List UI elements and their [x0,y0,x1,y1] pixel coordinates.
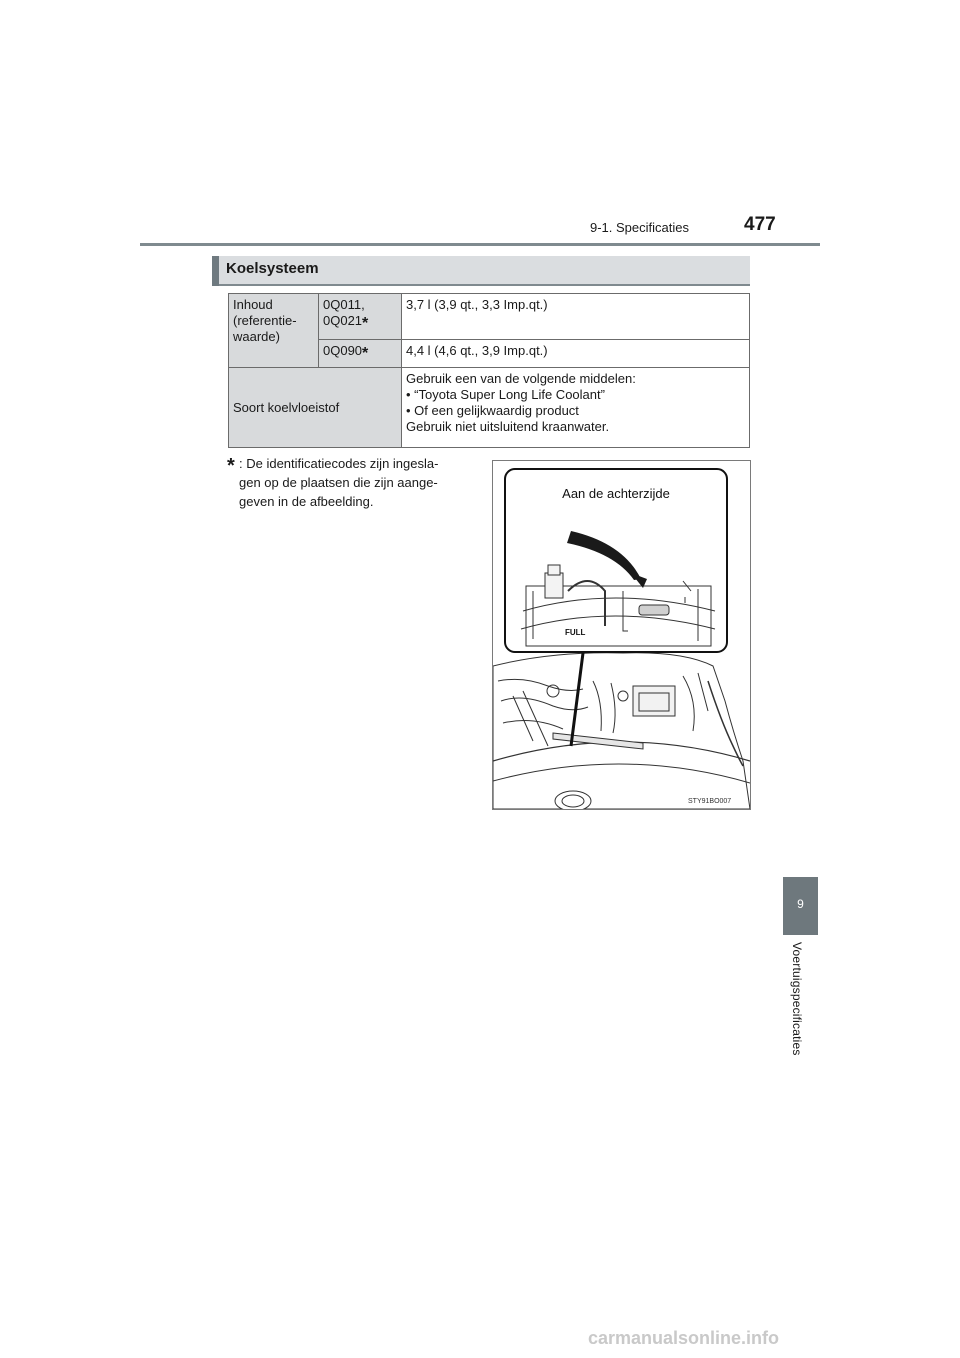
coolant-line: • Of een gelijkwaardig product [406,403,579,418]
capacity-value-cell [402,294,750,340]
coolant-type-value-cell [402,368,750,448]
capacity-value: 3,7 l (3,9 qt., 3,3 Imp.qt.) [406,297,548,312]
engine-code: 0Q011, [323,297,365,312]
engine-figure [492,460,751,810]
capacity-label-cell [229,294,319,368]
coolant-type-label-cell [229,368,402,448]
asterisk-marker: * [362,345,369,362]
chapter-number: 9 [797,897,804,911]
engine-illustration [493,461,750,809]
engine-code: 0Q090 [323,343,363,358]
capacity-value: 4,4 l (4,6 qt., 3,9 Imp.qt.) [406,343,548,358]
callout-text: Aan de achterzijde [562,486,670,501]
engine-code-cell [319,294,402,340]
footnote [227,454,477,511]
section-title: Koelsysteem [226,260,319,277]
page-number: 477 [744,214,776,235]
engine-code-cell [319,340,402,368]
coolant-spec-table [228,293,750,448]
footnote-marker-cell [227,454,239,511]
watermark: carmanualsonline.info [588,1328,780,1348]
full-mark: FULL [565,628,586,637]
chapter-label: Voertuigspecificaties [790,942,804,1056]
header-rule [140,243,820,246]
figure-code: STY91BO007 [688,798,732,805]
coolant-line: • “Toyota Super Long Life Coolant” [406,387,605,402]
footnote-asterisk: * [227,455,235,477]
footnote-layout [227,454,438,511]
section-marker [212,256,219,286]
footnote-text: : De identificatiecodes zijn ingesla- gen op de plaatsen die zijn aange- geven in de afbeelding. [239,456,439,509]
capacity-label: Inhoud (referentie- waarde) [233,297,297,344]
coolant-type-label: Soort koelvloeistof [233,399,340,415]
section-header: 9-1. Specificaties [590,220,689,235]
capacity-value-cell [402,340,750,368]
coolant-line: Gebruik niet uitsluitend kraanwater. [406,419,610,434]
engine-code: 0Q021 [323,313,363,328]
asterisk-marker: * [362,315,369,332]
coolant-line: Gebruik een van de volgende middelen: [406,371,636,386]
